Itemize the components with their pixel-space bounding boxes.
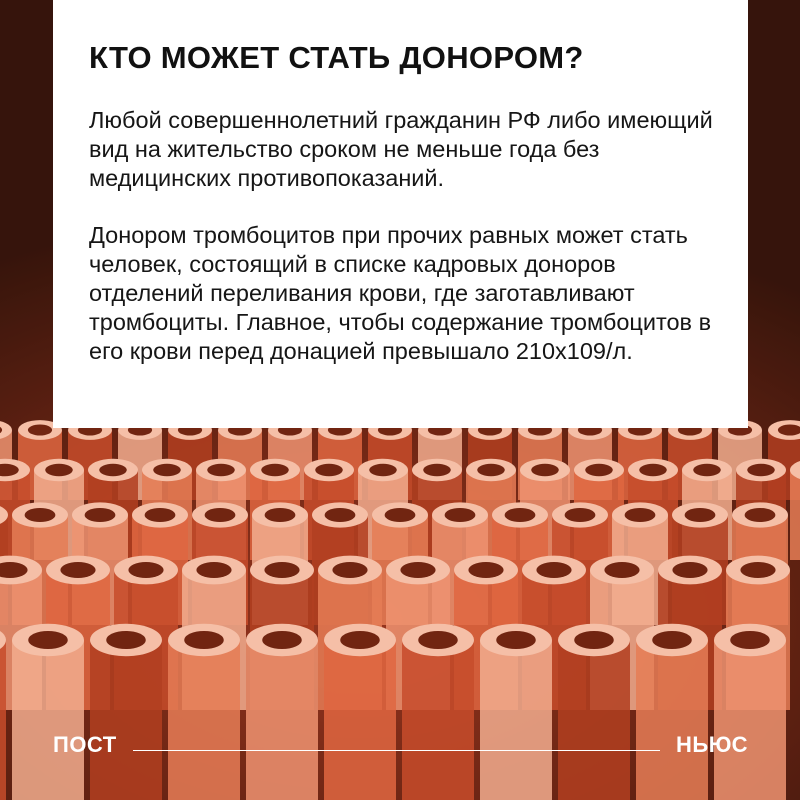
text-card	[53, 0, 748, 428]
footer-divider	[133, 750, 660, 751]
paragraph-platelet-donor: Донором тромбоцитов при прочих равных может стать человек, состоящий в списке кадровых доноров отделений переливания крови, где заготавливают тромбоциты. Главное, чтобы содержание тромбоцитов в его крови перед донацией превышало 210х109/л.	[89, 222, 712, 364]
brand-logo-left: ПОСТ	[53, 732, 117, 757]
paragraph-eligibility: Любой совершеннолетний гражданин РФ либо имеющий вид на жительство сроком не меньше года без медицинских противопоказаний.	[89, 107, 713, 191]
brand-logo-right: НЬЮС	[676, 732, 748, 757]
footer-bar	[53, 730, 748, 760]
page-title: КТО МОЖЕТ СТАТЬ ДОНОРОМ?	[89, 40, 584, 75]
